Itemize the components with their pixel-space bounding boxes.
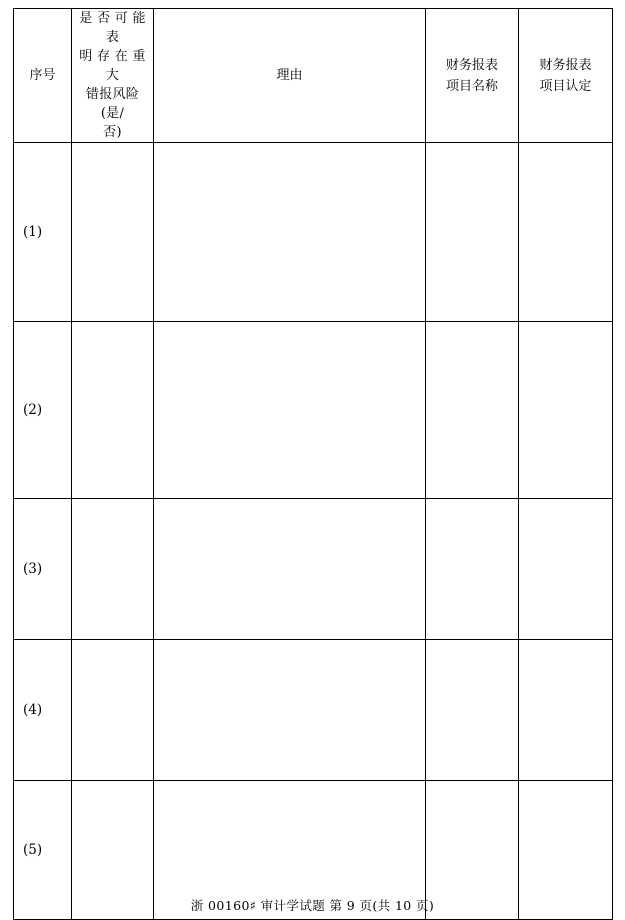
table-row bbox=[14, 143, 613, 322]
row-risk-1[interactable] bbox=[72, 143, 154, 322]
column-header-sequence bbox=[14, 9, 72, 143]
column-header-assertion-line-1: 财务报表 bbox=[539, 57, 592, 73]
column-header-reason-label: 理由 bbox=[276, 68, 303, 83]
row-reason-2[interactable] bbox=[154, 322, 426, 499]
row-item-name-4[interactable] bbox=[426, 640, 519, 781]
row-sequence-2: (2) bbox=[14, 322, 72, 499]
row-reason-3[interactable] bbox=[154, 499, 426, 640]
table-header-row bbox=[14, 9, 613, 143]
table-header bbox=[14, 9, 613, 143]
column-header-item-name bbox=[426, 9, 519, 143]
column-header-risk-line-2: 明 存 在 重 大 bbox=[79, 49, 146, 83]
row-assertion-4[interactable] bbox=[519, 640, 613, 781]
table-row bbox=[14, 499, 613, 640]
column-header-reason bbox=[154, 9, 426, 143]
row-risk-4[interactable] bbox=[72, 640, 154, 781]
row-sequence-4: (4) bbox=[14, 640, 72, 781]
row-item-name-1[interactable] bbox=[426, 143, 519, 322]
row-item-name-3[interactable] bbox=[426, 499, 519, 640]
column-header-risk-line-1: 是 否 可 能 表 bbox=[79, 11, 146, 45]
row-risk-2[interactable] bbox=[72, 322, 154, 499]
table-row bbox=[14, 640, 613, 781]
column-header-item-name-line-2: 项目名称 bbox=[445, 78, 498, 94]
column-header-risk-label bbox=[72, 9, 153, 142]
column-header-assertion-label bbox=[519, 55, 612, 97]
row-sequence-3: (3) bbox=[14, 499, 72, 640]
column-header-risk-line-4: 否) bbox=[103, 125, 122, 140]
column-header-risk-line-3: 错报风险(是/ bbox=[85, 87, 140, 121]
row-risk-3[interactable] bbox=[72, 499, 154, 640]
row-assertion-3[interactable] bbox=[519, 499, 613, 640]
row-reason-4[interactable] bbox=[154, 640, 426, 781]
row-reason-1[interactable] bbox=[154, 143, 426, 322]
column-header-risk bbox=[72, 9, 154, 143]
column-header-assertion bbox=[519, 9, 613, 143]
page-footer: 浙 00160♯ 审计学试题 第 9 页(共 10 页) bbox=[190, 898, 435, 913]
table-body bbox=[14, 143, 613, 920]
column-header-item-name-label bbox=[426, 55, 518, 97]
column-header-assertion-line-2: 项目认定 bbox=[539, 78, 592, 94]
table-row bbox=[14, 322, 613, 499]
column-header-item-name-line-1: 财务报表 bbox=[445, 57, 498, 73]
row-sequence-5: (5) bbox=[14, 781, 72, 920]
row-assertion-2[interactable] bbox=[519, 322, 613, 499]
column-header-sequence-label: 序号 bbox=[29, 68, 56, 83]
answer-table bbox=[13, 8, 613, 920]
row-item-name-2[interactable] bbox=[426, 322, 519, 499]
row-sequence-1: (1) bbox=[14, 143, 72, 322]
row-assertion-1[interactable] bbox=[519, 143, 613, 322]
